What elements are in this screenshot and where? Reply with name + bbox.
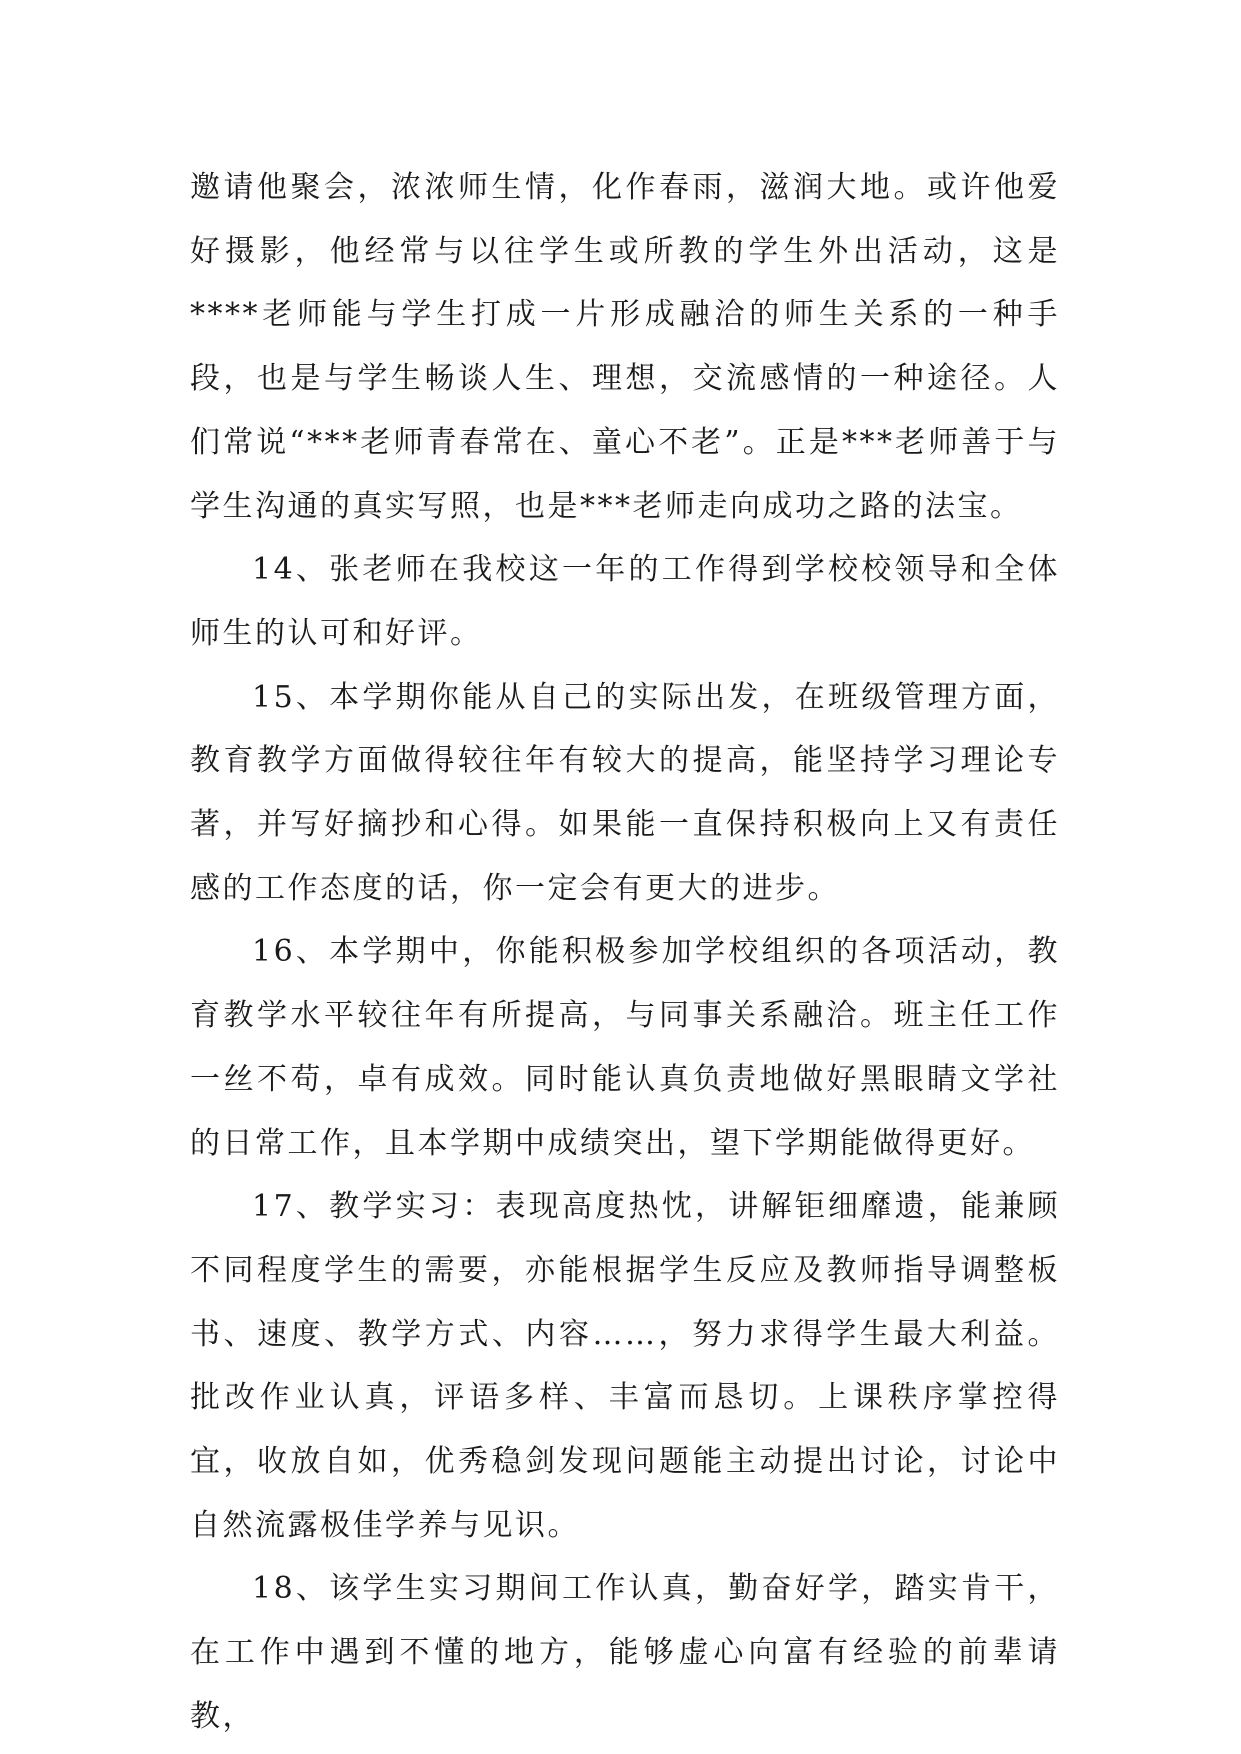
document-body	[190, 156, 1060, 1749]
paragraph-item-15: 15、本学期你能从自己的实际出发，在班级管理方面，教育教学方面做得较往年有较大的提高，能坚持学习理论专著，并写好摘抄和心得。如果能一直保持积极向上又有责任感的工作态度的话，你一定会有更大的进步。	[190, 679, 1060, 906]
paragraph-item-14: 14、张老师在我校这一年的工作得到学校校领导和全体师生的认可和好评。	[190, 552, 1060, 651]
paragraph-item-16: 16、本学期中，你能积极参加学校组织的各项活动，教育教学水平较往年有所提高，与同事关系融洽。班主任工作一丝不苟，卓有成效。同时能认真负责地做好黑眼睛文学社的日常工作，且本学期中成绩突出，望下学期能做得更好。	[190, 934, 1060, 1161]
paragraph-item-17: 17、教学实习：表现高度热忱，讲解钜细靡遗，能兼顾不同程度学生的需要，亦能根据学生反应及教师指导调整板书、速度、教学方式、内容……，努力求得学生最大利益。批改作业认真，评语多样、丰富而恳切。上课秩序掌控得宜，收放自如，优秀稳剑发现问题能主动提出讨论，讨论中自然流露极佳学养与见识。	[190, 1189, 1060, 1543]
paragraph-item-18: 18、该学生实习期间工作认真，勤奋好学，踏实肯干，在工作中遇到不懂的地方，能够虚心向富有经验的前辈请教，	[190, 1571, 1060, 1734]
paragraph-continuation: 邀请他聚会，浓浓师生情，化作春雨，滋润大地。或许他爱好摄影，他经常与以往学生或所教的学生外出活动，这是****老师能与学生打成一片形成融洽的师生关系的一种手段，也是与学生畅谈人生、理想，交流感情的一种途径。人们常说“***老师青春常在、童心不老”。正是***老师善于与学生沟通的真实写照，也是***老师走向成功之路的法宝。	[190, 170, 1060, 524]
